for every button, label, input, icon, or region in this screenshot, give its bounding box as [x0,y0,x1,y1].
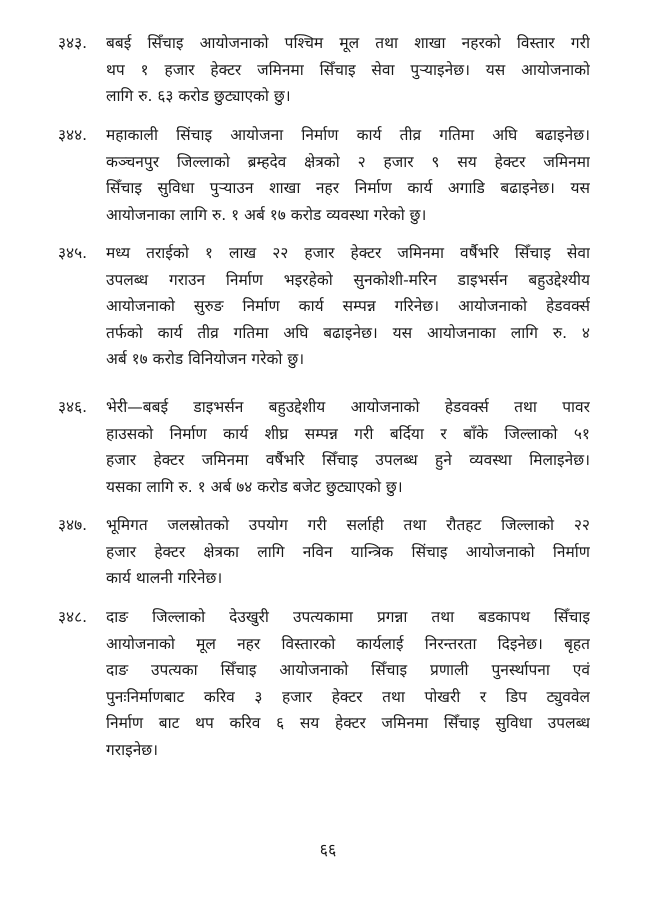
paragraph-line: अर्ब १७ करोड विनियोजन गरेको छु। [106,350,305,368]
paragraph-346 [58,394,590,500]
paragraph-line: दाङ उपत्यका सिँचाइ आयोजनाको सिँचाइ प्रणाली पुनर्स्थापना एवं [106,661,590,679]
paragraph-line: भेरी—बबई डाइभर्सन बहुउद्देशीय आयोजनाको हेडवर्क्स तथा पावर [106,398,590,416]
paragraph-line: हजार हेक्टर क्षेत्रका लागि नविन यान्त्रिक सिंचाइ आयोजनाको निर्माण [106,542,590,561]
paragraph-348 [58,604,590,763]
paragraph-343 [58,30,590,110]
paragraph-line: बबई सिँचाइ आयोजनाको पश्चिम मूल तथा शाखा नहरको विस्तार गरी [106,34,590,52]
paragraph-number: ३४६. [58,398,88,416]
paragraph-line: कार्य थालनी गरिनेछ। [106,569,223,587]
paragraph-line: भूमिगत जलस्रोतको उपयोग गरी सर्लाही तथा रौतहट जिल्लाको २२ [106,516,590,534]
paragraph-line: कञ्चनपुर जिल्लाको ब्रम्हदेव क्षेत्रको २ हजार ९ सय हेक्टर जमिनमा [106,152,590,171]
paragraph-line: हजार हेक्टर जमिनमा वर्षैभरि सिँचाइ उपलब्ध हुने व्यवस्था मिलाइनेछ। [106,451,590,469]
paragraph-line: मध्य तराईको १ लाख २२ हजार हेक्टर जमिनमा वर्षैभरि सिँचाइ सेवा [106,244,590,262]
paragraph-345 [58,240,590,373]
paragraph-line: तर्फको कार्य तीव्र गतिमा अघि बढाइनेछ। यस आयोजनाका लागि रु. ४ [106,323,590,342]
paragraph-number: ३४४. [58,126,88,144]
paragraph-line: गराइनेछ। [106,740,159,759]
paragraph-line: लागि रु. ६३ करोड छुट्याएको छु। [106,87,291,105]
paragraph-347 [58,512,590,592]
paragraph-line: दाङ जिल्लाको देउखुरी उपत्यकामा प्रगन्ना तथा बडकापथ सिँचाइ [106,608,590,626]
paragraph-line: महाकाली सिंचाइ आयोजना निर्माण कार्य तीव्र गतिमा अघि बढाइनेछ। [106,126,590,144]
paragraph-line: पुनःनिर्माणबाट करिव ३ हजार हेक्टर तथा पोखरी र डिप ट्युववेल [106,687,590,706]
paragraph-line: यसका लागि रु. १ अर्ब ७४ करोड बजेट छुट्याएको छु। [106,477,403,496]
paragraph-line: थप १ हजार हेक्टर जमिनमा सिँचाइ सेवा पुऱ्याइनेछ। यस आयोजनाको [106,60,590,79]
paragraph-number: ३४५. [58,244,88,262]
paragraph-line: आयोजनाको मूल नहर विस्तारको कार्यलाई निरन्तरता दिइनेछ। बृहत [106,634,590,653]
paragraph-number: ३४७. [58,516,88,534]
paragraph-number: ३४३. [58,34,88,52]
paragraph-line: सिँचाइ सुविधा पुऱ्याउन शाखा नहर निर्माण कार्य अगाडि बढाइनेछ। यस [106,179,590,197]
page-number: ६६ [319,840,337,859]
paragraph-number: ३४८. [58,608,88,626]
paragraph-line: उपलब्ध गराउन निर्माण भइरहेको सुनकोशी-मरिन डाइभर्सन बहुउद्देश्यीय [106,270,590,289]
paragraph-line: निर्माण बाट थप करिव ६ सय हेक्टर जमिनमा सिँचाइ सुविधा उपलब्ध [106,714,590,732]
paragraph-344 [58,122,590,228]
paragraph-line: हाउसको निर्माण कार्य शीघ्र सम्पन्न गरी बर्दिया र बाँके जिल्लाको ५१ [106,424,590,443]
paragraph-line: आयोजनाका लागि रु. १ अर्ब १७ करोड व्यवस्था गरेको छु। [106,205,427,224]
paragraph-line: आयोजनाको सुरुङ निर्माण कार्य सम्पन्न गरिनेछ। आयोजनाको हेडवर्क्स [106,297,590,315]
